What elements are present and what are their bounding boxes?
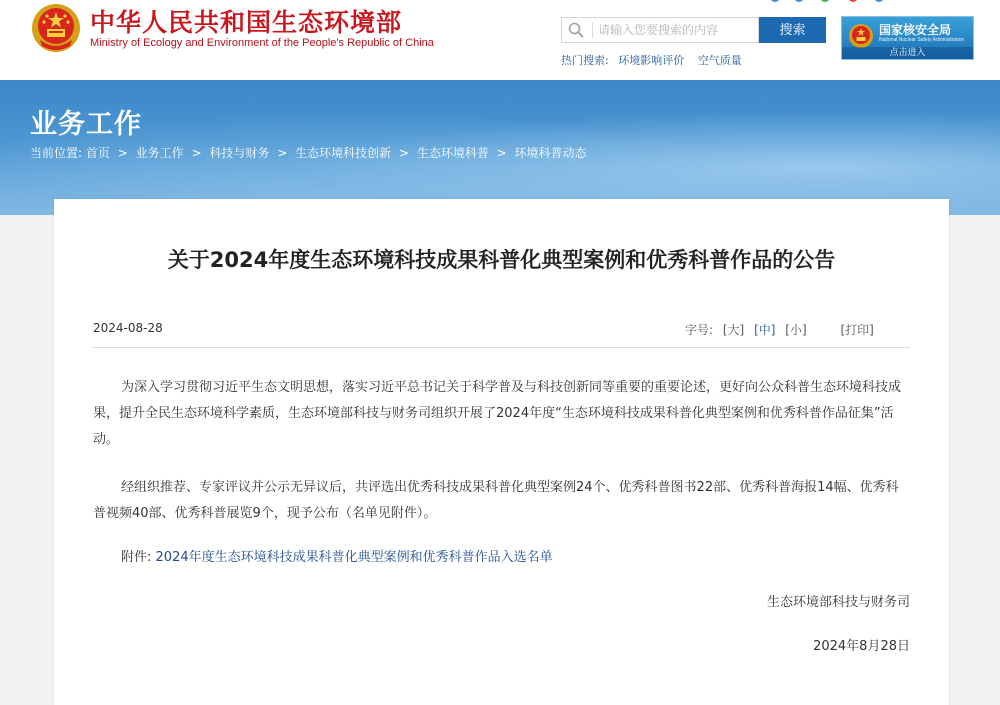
breadcrumb-separator: > [277,146,288,160]
article-paragraph: 为深入学习贯彻习近平生态文明思想，落实习近平总书记关于科学普及与科技创新同等重要的重要论述，更好向公众科普生态环境科技成果，提升全民生态环境科学素质，生态环境部科技与财务司组织开展了2024年度“生态环境科技成果科普化典型案例和优秀科普作品征集”活动。 [93,380,902,447]
breadcrumb-separator: > [496,146,507,160]
search-box [561,17,759,43]
article-signer: 生态环境部科技与财务司 [766,595,910,610]
app-icon[interactable] [874,0,884,2]
breadcrumb-separator: > [117,146,128,160]
nnsa-banner-link[interactable] [841,16,974,60]
divider [93,347,910,348]
hot-search-label: 热门搜索: [561,54,609,67]
weibo-icon[interactable] [848,0,858,2]
breadcrumb-item-tech-finance[interactable]: 科技与财务 [209,146,270,160]
breadcrumb-item-home[interactable]: 首页 [85,146,110,160]
section-banner [0,80,1000,215]
article-sign-date: 2024年8月28日 [813,639,910,654]
nnsa-enter-label[interactable]: 点击进入 [842,47,973,59]
attachment-label: 附件: [121,550,152,565]
hot-search [561,52,752,68]
wechat-icon[interactable] [820,0,830,2]
nnsa-subtitle: National Nuclear Safety Administration [879,37,965,43]
site-subtitle: Ministry of Ecology and Environment of the People's Republic of China [90,37,434,49]
national-emblem-icon[interactable] [30,2,82,54]
article-card [54,199,949,705]
search-icon [568,22,584,38]
article-tools [685,321,874,338]
font-size-label: 字号: [685,323,714,337]
site-title[interactable]: 中华人民共和国生态环境部 [90,8,403,37]
breadcrumb-item-science-popularization[interactable]: 生态环境科普 [416,146,489,160]
search-button[interactable]: 搜索 [759,17,826,43]
breadcrumb-item-tech-innovation[interactable]: 生态环境科技创新 [295,146,392,160]
hot-search-link-air-quality[interactable]: 空气质量 [697,54,742,67]
breadcrumb-separator: > [191,146,202,160]
site-header [0,0,1000,80]
article-title: 关于2024年度生态环境科技成果科普化典型案例和优秀科普作品的公告 [167,248,836,272]
article-paragraph: 经组织推荐、专家评议并公示无异议后，共评选出优秀科技成果科普化典型案例24个、优秀科普图书22部、优秀科普海报14幅、优秀科普视频40部、优秀科普展览9个，现予公布（名单见附件）。 [93,480,899,521]
breadcrumb [30,144,587,161]
nnsa-title: 国家核安全局 [879,23,952,37]
search-input[interactable] [598,20,754,40]
breadcrumb-item-business[interactable]: 业务工作 [135,146,184,160]
breadcrumb-label: 当前位置: [30,146,83,160]
font-size-medium-button[interactable]: [中] [754,323,776,337]
attachment [121,546,553,565]
shortcut-icon[interactable] [794,0,804,2]
attachment-link[interactable]: 2024年度生态环境科技成果科普化典型案例和优秀科普作品入选名单 [155,550,553,565]
breadcrumb-item-current[interactable]: 环境科普动态 [514,146,587,160]
font-size-small-button[interactable]: [小] [785,323,807,337]
breadcrumb-separator: > [398,146,409,160]
hot-search-link-eia[interactable]: 环境影响评价 [618,54,685,67]
national-emblem-icon [848,23,874,49]
font-size-large-button[interactable]: [大] [722,323,745,337]
section-title: 业务工作 [30,109,142,140]
print-button[interactable]: [打印] [840,323,874,337]
search-divider [592,22,593,38]
top-shortcut-icons [770,0,920,2]
article-date: 2024-08-28 [93,321,163,335]
shortcut-icon[interactable] [770,0,780,2]
